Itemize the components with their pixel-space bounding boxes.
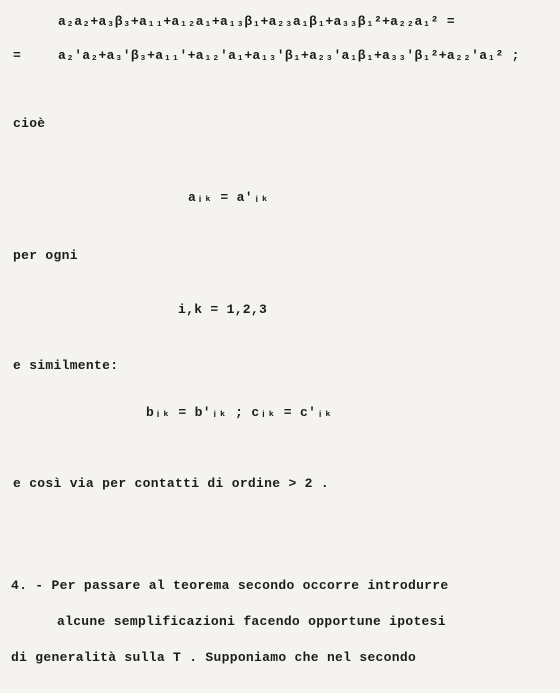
text-per-ogni: per ogni xyxy=(13,248,78,263)
paragraph-4-line-1: 4. - Per passare al teorema secondo occorre introdurre xyxy=(11,578,449,593)
text-cosi-via: e così via per contatti di ordine > 2 . xyxy=(13,476,329,491)
text-cioe: cioè xyxy=(13,116,46,131)
paragraph-4-line-2: alcune semplificazioni facendo opportune ipotesi xyxy=(57,614,446,629)
equation-line-2-prefix: = xyxy=(13,48,22,63)
equation-index-range: i,k = 1,2,3 xyxy=(178,302,268,317)
equation-line-2: a₂'a₂+a₃'β₃+a₁₁'+a₁₂'a₁+a₁₃'β₁+a₂₃'a₁β₁+a₃₃'β₁²+a₂₂'a₁² ; xyxy=(58,48,520,63)
equation-bik-cik: bᵢₖ = b'ᵢₖ ; cᵢₖ = c'ᵢₖ xyxy=(146,405,333,420)
equation-aik: aᵢₖ = a'ᵢₖ xyxy=(188,190,270,205)
equation-line-1: a₂a₂+a₃β₃+a₁₁+a₁₂a₁+a₁₃β₁+a₂₃a₁β₁+a₃₃β₁²+a₂₂a₁² = xyxy=(58,14,455,29)
paragraph-4-line-3: di generalità sulla T . Supponiamo che nel secondo xyxy=(11,650,417,665)
text-similmente: e similmente: xyxy=(13,358,119,373)
